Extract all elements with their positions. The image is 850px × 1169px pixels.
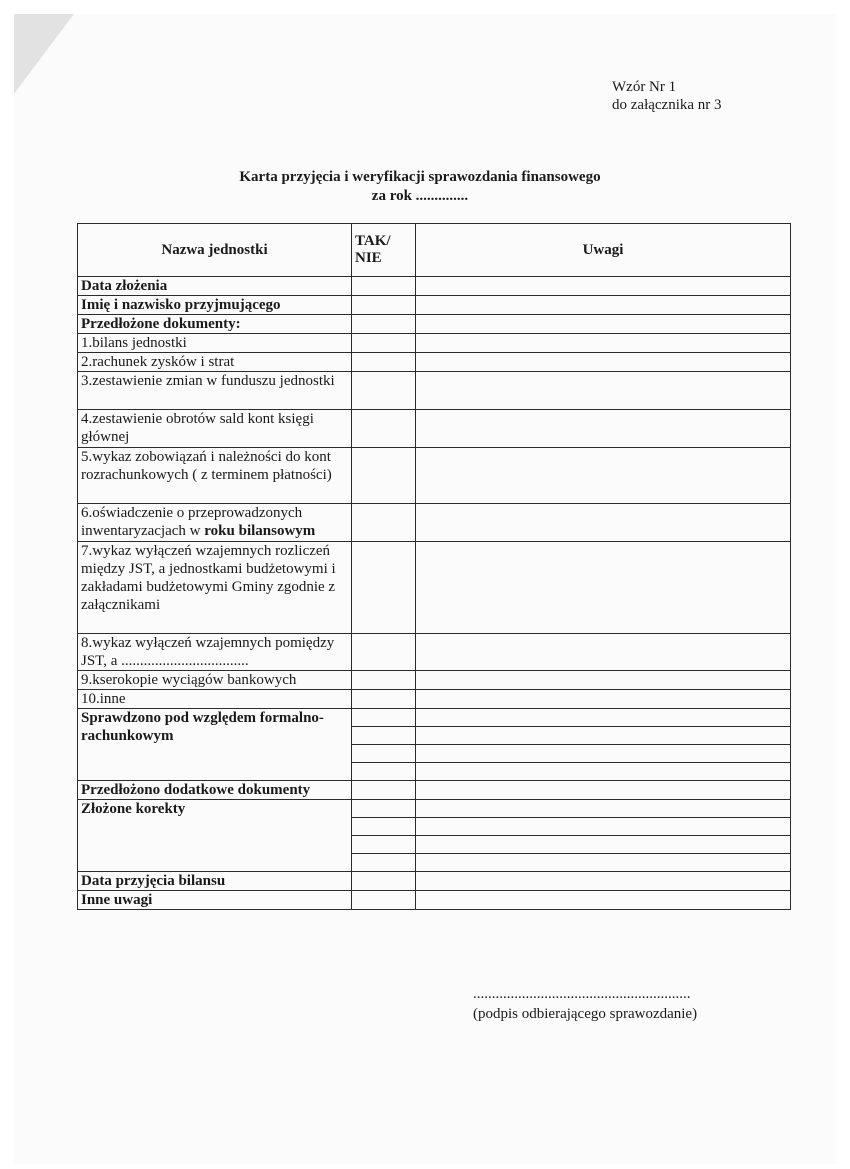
row-label-date-submitted: Data złożenia <box>78 277 352 296</box>
yesno-cell[interactable] <box>352 709 416 727</box>
table-row <box>78 542 791 634</box>
annex-line-1: Wzór Nr 1 <box>612 79 677 95</box>
remarks-cell[interactable] <box>416 854 791 872</box>
yesno-cell[interactable] <box>352 745 416 763</box>
remarks-cell[interactable] <box>416 745 791 763</box>
row-label-additional-docs: Przedłożono dodatkowe dokumenty <box>78 781 352 800</box>
header-yes-no: TAK/ NIE <box>352 224 416 277</box>
yesno-cell[interactable] <box>352 353 416 372</box>
yesno-cell[interactable] <box>352 690 416 709</box>
remarks-cell[interactable] <box>416 836 791 854</box>
verification-form-table <box>77 223 791 910</box>
table-row <box>78 315 791 334</box>
remarks-cell[interactable] <box>416 353 791 372</box>
yesno-cell[interactable] <box>352 315 416 334</box>
table-row <box>78 277 791 296</box>
remarks-cell[interactable] <box>416 690 791 709</box>
table-row <box>78 448 791 504</box>
title-line-2: za rok .............. <box>371 188 469 204</box>
table-row <box>78 353 791 372</box>
row-label-doc9: 9.kserokopie wyciągów bankowych <box>78 671 352 690</box>
row-label-doc7: 7.wykaz wyłączeń wzajemnych rozliczeń między JST, a jednostkami budżetowymi i zakładami budżetowymi Gminy zgodnie z załącznikami <box>78 542 352 634</box>
yesno-cell[interactable] <box>352 763 416 781</box>
folded-corner <box>14 14 74 94</box>
doc6-text: 6.oświadczenie o przeprowadzonych inwentaryzacjach w <box>81 505 303 539</box>
yesno-cell[interactable] <box>352 410 416 448</box>
header-remarks: Uwagi <box>416 224 791 277</box>
table-row <box>78 334 791 353</box>
remarks-cell[interactable] <box>416 504 791 542</box>
table-row <box>78 504 791 542</box>
remarks-cell[interactable] <box>416 727 791 745</box>
table-row <box>78 709 791 727</box>
table-row <box>78 296 791 315</box>
remarks-cell[interactable] <box>416 818 791 836</box>
yesno-cell[interactable] <box>352 634 416 671</box>
table-row <box>78 891 791 910</box>
yesno-cell[interactable] <box>352 448 416 504</box>
remarks-cell[interactable] <box>416 800 791 818</box>
remarks-cell[interactable] <box>416 334 791 353</box>
row-label-doc6 <box>78 504 352 542</box>
signature-block <box>473 984 697 1024</box>
table-row <box>78 690 791 709</box>
table-row <box>78 634 791 671</box>
row-label-doc2: 2.rachunek zysków i strat <box>78 353 352 372</box>
row-label-receiver-name: Imię i nazwisko przyjmującego <box>78 296 352 315</box>
remarks-cell[interactable] <box>416 372 791 410</box>
yesno-cell[interactable] <box>352 372 416 410</box>
row-label-doc1: 1.bilans jednostki <box>78 334 352 353</box>
row-label-checked: Sprawdzono pod względem formalno-rachunkowym <box>78 709 352 781</box>
doc6-bold-text: roku bilansowym <box>204 523 316 539</box>
yesno-cell[interactable] <box>352 542 416 634</box>
remarks-cell[interactable] <box>416 763 791 781</box>
remarks-cell[interactable] <box>416 277 791 296</box>
yesno-cell[interactable] <box>352 277 416 296</box>
remarks-cell[interactable] <box>416 315 791 334</box>
remarks-cell[interactable] <box>416 410 791 448</box>
row-label-corrections: Złożone korekty <box>78 800 352 872</box>
header-unit-name: Nazwa jednostki <box>78 224 352 277</box>
remarks-cell[interactable] <box>416 709 791 727</box>
annex-reference <box>612 78 722 114</box>
remarks-cell[interactable] <box>416 542 791 634</box>
document-title <box>130 168 710 206</box>
yesno-cell[interactable] <box>352 800 416 818</box>
table-header-row <box>78 224 791 277</box>
remarks-cell[interactable] <box>416 448 791 504</box>
yesno-cell[interactable] <box>352 872 416 891</box>
remarks-cell[interactable] <box>416 671 791 690</box>
table-row <box>78 372 791 410</box>
table-row <box>78 781 791 800</box>
yesno-cell[interactable] <box>352 854 416 872</box>
remarks-cell[interactable] <box>416 872 791 891</box>
yesno-cell[interactable] <box>352 891 416 910</box>
row-label-doc5: 5.wykaz zobowiązań i należności do kont rozrachunkowych ( z terminem płatności) <box>78 448 352 504</box>
title-line-1: Karta przyjęcia i weryfikacji sprawozdania finansowego <box>239 169 601 185</box>
yesno-cell[interactable] <box>352 781 416 800</box>
table-row <box>78 872 791 891</box>
yesno-cell[interactable] <box>352 818 416 836</box>
yesno-cell[interactable] <box>352 671 416 690</box>
yesno-cell[interactable] <box>352 334 416 353</box>
table-row <box>78 800 791 818</box>
table-row <box>78 671 791 690</box>
row-label-doc8: 8.wykaz wyłączeń wzajemnych pomiędzy JST, a .................................. <box>78 634 352 671</box>
row-label-acceptance-date: Data przyjęcia bilansu <box>78 872 352 891</box>
row-label-documents: Przedłożone dokumenty: <box>78 315 352 334</box>
remarks-cell[interactable] <box>416 781 791 800</box>
yesno-cell[interactable] <box>352 504 416 542</box>
row-label-doc3: 3.zestawienie zmian w funduszu jednostki <box>78 372 352 410</box>
signature-line[interactable]: .......................................................... <box>473 986 691 1002</box>
yesno-cell[interactable] <box>352 296 416 315</box>
yesno-cell[interactable] <box>352 727 416 745</box>
row-label-doc4: 4.zestawienie obrotów sald kont księgi głównej <box>78 410 352 448</box>
remarks-cell[interactable] <box>416 296 791 315</box>
remarks-cell[interactable] <box>416 891 791 910</box>
row-label-doc10: 10.inne <box>78 690 352 709</box>
table-row <box>78 410 791 448</box>
signature-caption: (podpis odbierającego sprawozdanie) <box>473 1006 698 1022</box>
yesno-cell[interactable] <box>352 836 416 854</box>
annex-line-2: do załącznika nr 3 <box>612 97 722 113</box>
row-label-other-remarks: Inne uwagi <box>78 891 352 910</box>
remarks-cell[interactable] <box>416 634 791 671</box>
